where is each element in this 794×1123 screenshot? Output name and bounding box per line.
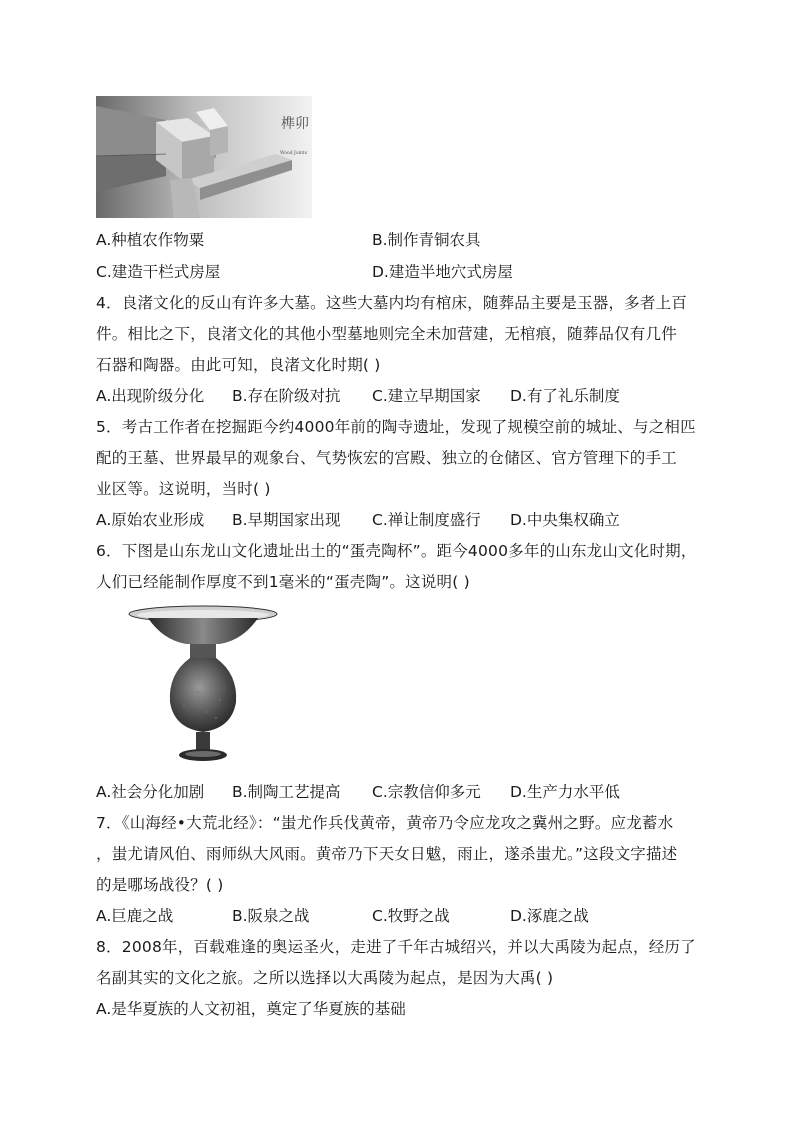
q3-option-d: D.建造半地穴式房屋 [372,263,513,281]
q4-stem-line-3: 石器和陶器。由此可知，良渚文化时期( ) [96,356,381,374]
q6-option-c: C.宗教信仰多元 [372,783,481,801]
q4-option-b: B.存在阶级对抗 [232,387,341,405]
pottery-cup-icon [128,604,278,766]
q5-option-c: C.禅让制度盛行 [372,511,481,529]
q7-option-a: A.巨鹿之战 [96,907,174,925]
q4-option-d: D.有了礼乐制度 [510,387,620,405]
q8-stem-line-1: 8．2008年，百载难逢的奥运圣火，走进了千年古城绍兴，并以大禹陵为起点，经历了 [96,938,696,956]
logo-text: 榫卯 [281,116,309,132]
q3-option-c: C.建造干栏式房屋 [96,263,221,281]
logo-subtext: Wood Joints [280,151,308,156]
q5-stem-line-3: 业区等。这说明，当时( ) [96,480,271,498]
q3-option-b: B.制作青铜农具 [372,231,481,249]
q7-option-c: C.牧野之战 [372,907,450,925]
wood-joint-icon [96,96,312,218]
q7-stem-line-1: 7．《山海经•大荒北经》：“蚩尤作兵伐黄帝，黄帝乃令应龙攻之冀州之野。应龙蓄水 [96,814,674,832]
q7-stem-line-3: 的是哪场战役？( ) [96,876,224,894]
eggshell-pottery-cup-photo [128,604,278,766]
q4-stem-line-2: 件。相比之下，良渚文化的其他小型墓地则完全未加营建，无棺痕，随葬品仅有几件 [96,325,677,343]
q8-stem-line-2: 名副其实的文化之旅。之所以选择以大禹陵为起点，是因为大禹( ) [96,969,554,987]
q5-option-b: B.早期国家出现 [232,511,341,529]
q6-option-d: D.生产力水平低 [510,783,620,801]
q3-option-a: A.种植农作物粟 [96,231,205,249]
q6-stem-line-1: 6．下图是山东龙山文化遗址出土的“蛋壳陶杯”。距今4000多年的山东龙山文化时期， [96,542,697,560]
q7-stem-line-2: ，蚩尤请风伯、雨师纵大风雨。黄帝乃下天女日魃，雨止，遂杀蚩尤。”这段文字描述 [96,845,678,863]
q7-option-b: B.阪泉之战 [232,907,310,925]
q5-option-d: D.中央集权确立 [510,511,620,529]
wood-joint-photo [96,96,312,218]
q5-option-a: A.原始农业形成 [96,511,205,529]
q6-option-a: A.社会分化加剧 [96,783,205,801]
q4-stem-line-1: 4．良渚文化的反山有许多大墓。这些大墓内均有棺床，随葬品主要是玉器，多者上百 [96,294,687,312]
q7-option-d: D.涿鹿之战 [510,907,589,925]
q5-stem-line-2: 配的王墓、世界最早的观象台、气势恢宏的宫殿、独立的仓储区、官方管理下的手工 [96,449,677,467]
q4-option-a: A.出现阶级分化 [96,387,205,405]
q5-stem-line-1: 5．考古工作者在挖掘距今约4000年前的陶寺遗址，发现了规模空前的城址、与之相匹 [96,418,696,436]
q8-option-a: A.是华夏族的人文初祖，奠定了华夏族的基础 [96,1000,406,1018]
q6-option-b: B.制陶工艺提高 [232,783,341,801]
q6-stem-line-2: 人们已经能制作厚度不到1毫米的“蛋壳陶”。这说明( ) [96,573,470,591]
q4-option-c: C.建立早期国家 [372,387,481,405]
